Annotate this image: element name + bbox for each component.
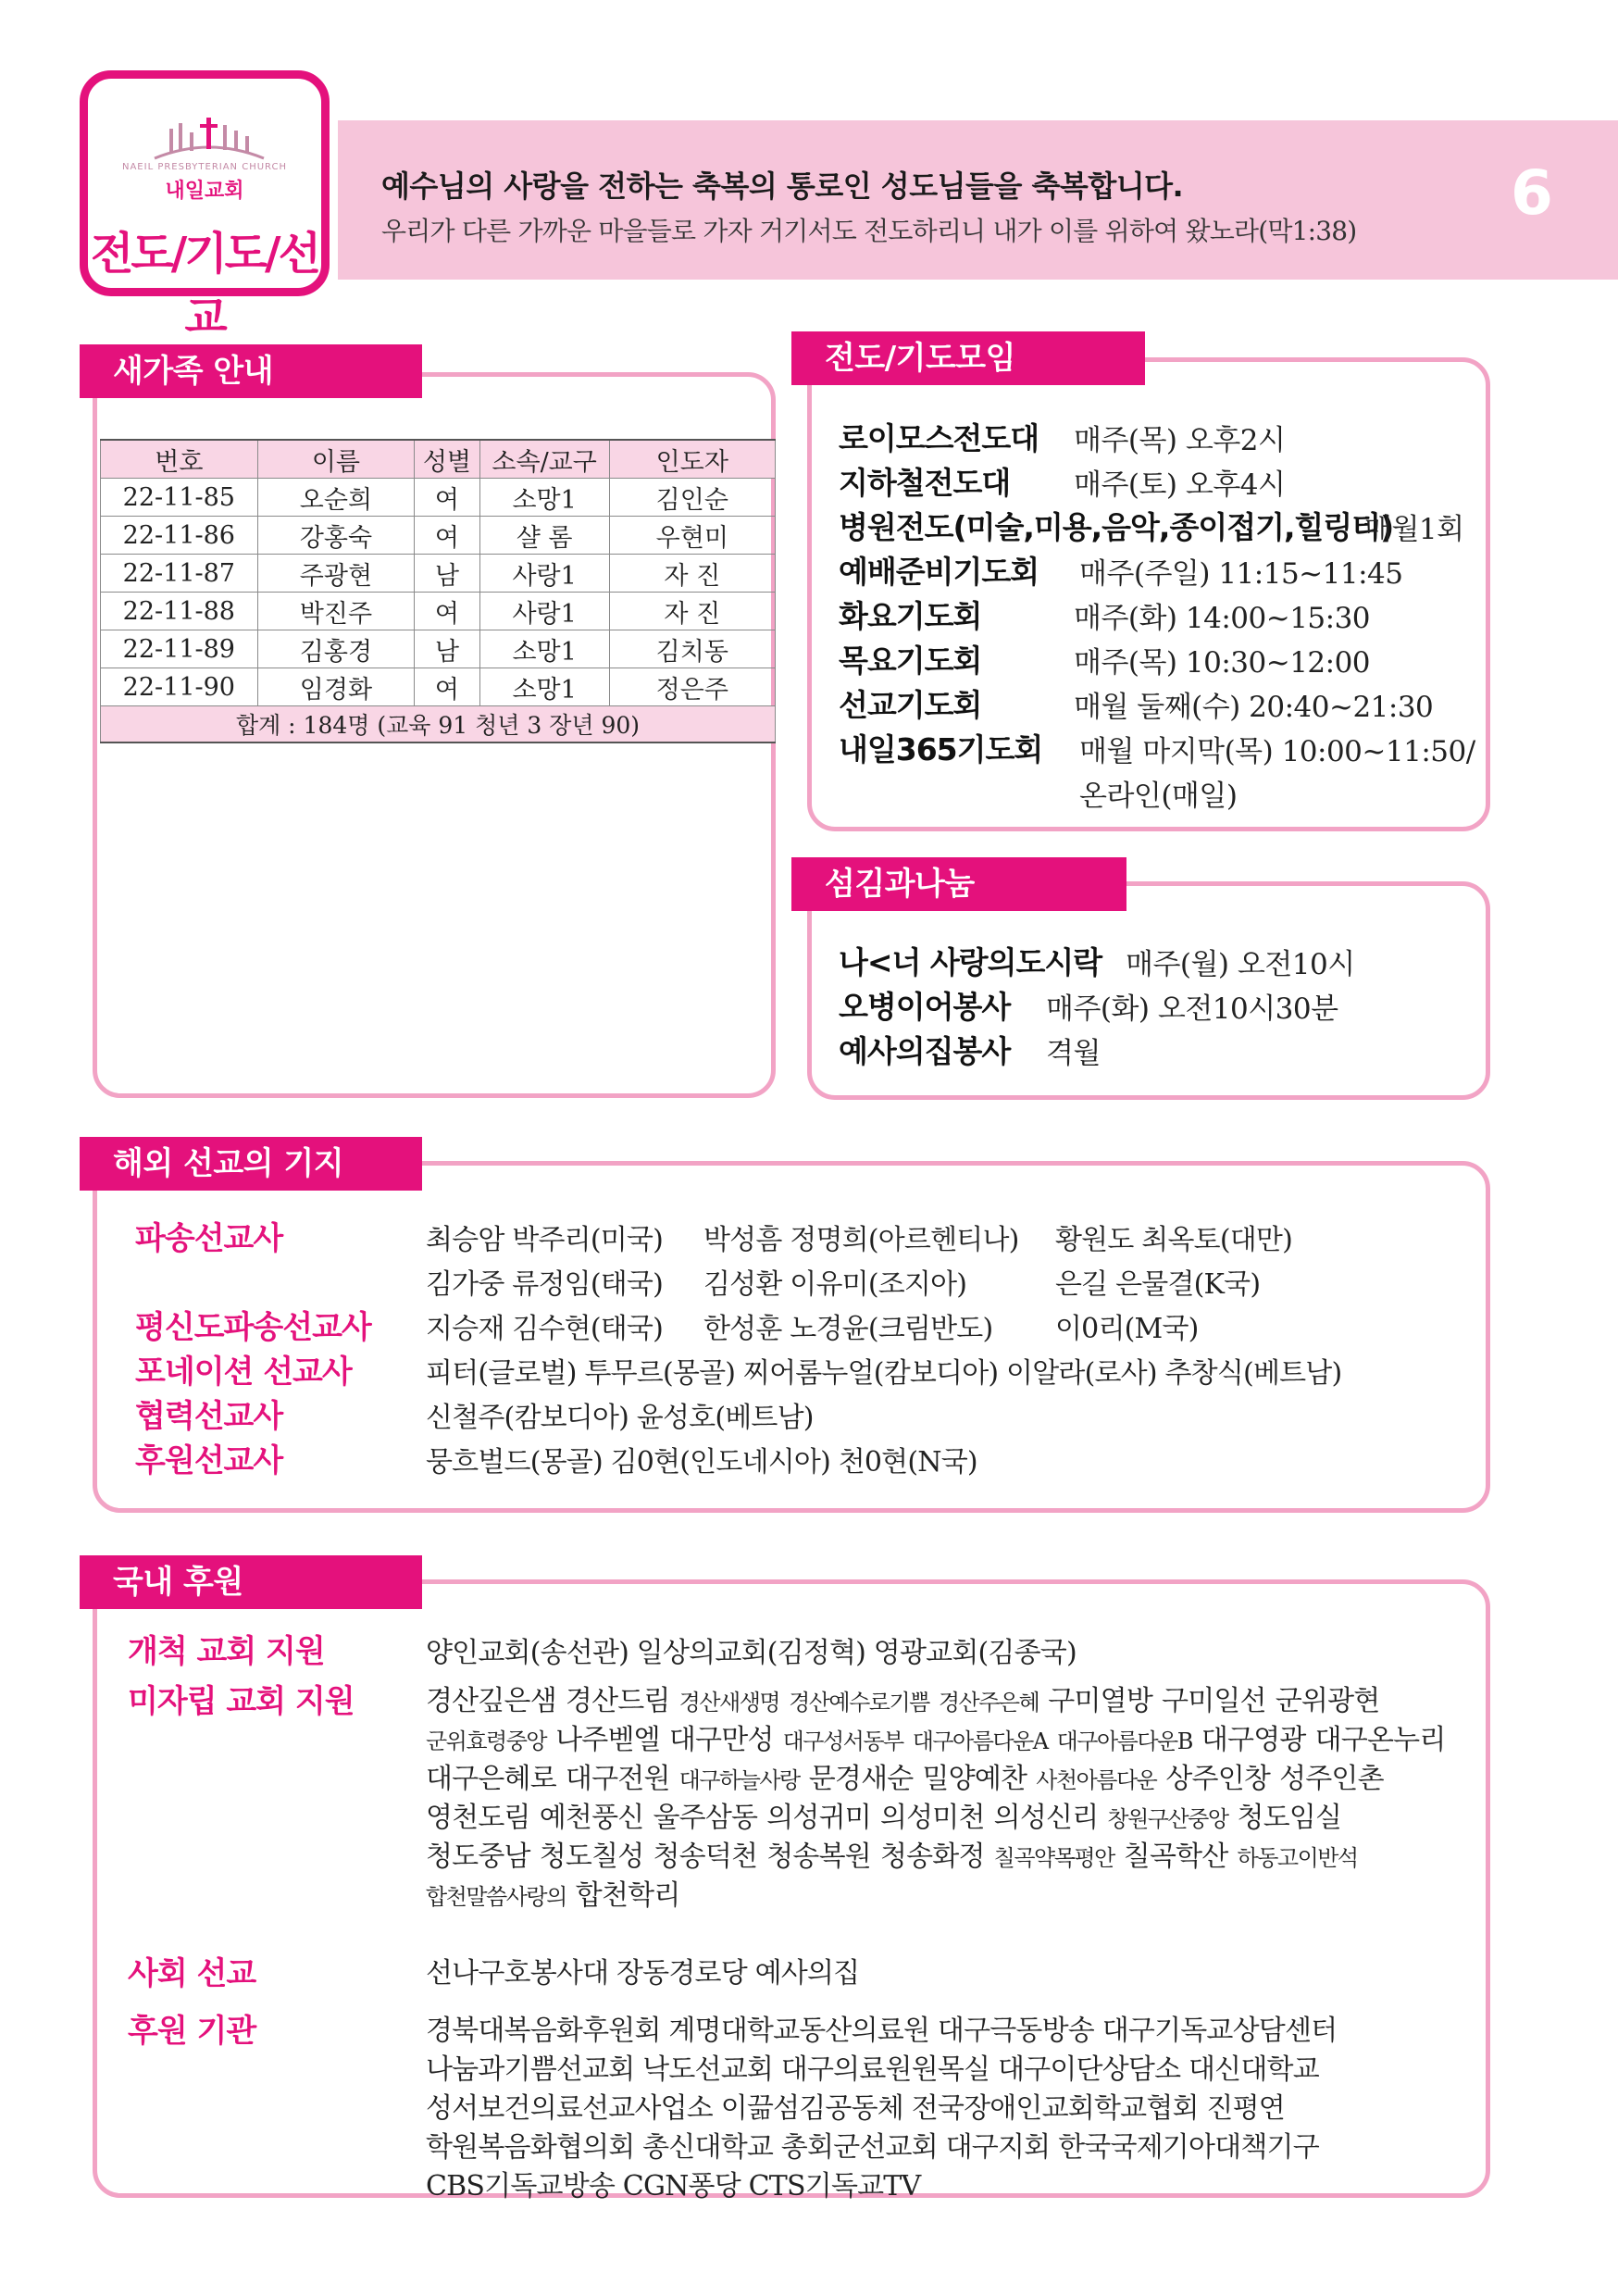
table-cell: 주광현 [257, 555, 414, 593]
table-cell: 22-11-86 [101, 517, 258, 555]
table-cell: 김홍경 [257, 630, 414, 668]
table-cell: 여 [415, 517, 480, 555]
mission-category-label: 평신도파송선교사 [135, 1309, 371, 1346]
church-name: 경산새생명 [678, 1690, 780, 1716]
domestic-tab: 국내 후원 [80, 1555, 422, 1609]
church-name: 대구하늘사랑 [678, 1767, 800, 1793]
table-cell: 자 진 [609, 593, 775, 630]
missionary-entry: 최승암 박주리(미국) [426, 1224, 663, 1256]
small-church-row [426, 1678, 1388, 1718]
logo-name: 내일교회 [165, 180, 244, 203]
prayer-value: 매주(목) 10:30~12:00 [1074, 646, 1371, 680]
mission-category-label: 포네이션 선교사 [135, 1354, 352, 1391]
table-cell: 사랑1 [479, 555, 609, 593]
mission-category-label: 협력선교사 [135, 1398, 283, 1435]
logo-box [80, 70, 330, 343]
pioneer-church-text: 양인교회(송선관) 일상의교회(김정혁) 영광교회(김종국) [426, 1637, 1077, 1669]
summary-cell: 합계 : 184명 (교육 91 청년 3 장년 90) [101, 706, 776, 743]
small-church-row [426, 1794, 1350, 1835]
prayer-value: 매월1회 [1364, 513, 1464, 546]
missionary-entry: 신철주(캄보디아) 윤성호(베트남) [426, 1402, 814, 1434]
logo-subtitle: NAEIL PRESBYTERIAN CHURCH [121, 162, 287, 172]
church-name: 청도중남 [426, 1841, 530, 1873]
bible-verse: 우리가 다른 가까운 마을들로 가자 거기서도 전도하리니 내가 이를 위하여 왔노라(막1:38) [381, 216, 1357, 246]
missionary-entry: 지승재 김수현(태국) [426, 1313, 663, 1345]
support-org-line: 학원복음화협의회 총신대학교 총회군선교회 대구지회 한국국제기아대책기구 [426, 2131, 1319, 2164]
support-org-label: 후원 기관 [128, 2013, 256, 2050]
table-cell: 22-11-90 [101, 668, 258, 706]
pioneer-church-label: 개척 교회 지원 [128, 1633, 325, 1670]
church-name: 의성귀미 [766, 1802, 871, 1834]
table-cell: 자 진 [609, 555, 775, 593]
table-row [101, 630, 776, 668]
prayer-label: 목요기도회 [839, 643, 982, 679]
prayer-value: 매주(화) 14:00~15:30 [1074, 602, 1371, 635]
support-org-line: 성서보건의료선교사업소 이끎섬김공동체 전국장애인교회학교협회 진평연 [426, 2092, 1285, 2125]
church-name: 성주인촌 [1279, 1763, 1384, 1795]
column-header: 성별 [415, 440, 480, 479]
table-cell: 22-11-85 [101, 479, 258, 517]
prayer-label: 지하철전도대 [839, 465, 1011, 501]
church-name: 대구은혜로 [426, 1763, 556, 1795]
serving-label: 나<너 사랑의도시락 [839, 944, 1102, 980]
church-name: 청송복원 [766, 1841, 871, 1873]
small-church-row [426, 1872, 690, 1913]
table-cell: 소망1 [479, 668, 609, 706]
church-name: 경산예수로기쁨 [789, 1690, 929, 1716]
church-name: 대구성서동부 [782, 1728, 903, 1754]
headline: 예수님의 사랑을 전하는 축복의 통로인 성도님들을 축복합니다. [381, 168, 1184, 204]
church-name: 대구아름다운B [1056, 1728, 1192, 1754]
table-cell: 김인순 [609, 479, 775, 517]
church-name: 상주인창 [1165, 1763, 1271, 1795]
church-name: 청송화정 [879, 1841, 985, 1873]
prayer-value: 매주(토) 오후4시 [1074, 468, 1286, 502]
missionary-entry: 김성환 이유미(조지아) [703, 1268, 967, 1301]
church-name: 울주삼동 [653, 1802, 758, 1834]
serving-label: 예사의집봉사 [839, 1033, 1011, 1069]
prayer-label: 화요기도회 [839, 598, 982, 634]
summary-row [101, 706, 776, 743]
church-name: 대구영광 [1201, 1724, 1306, 1756]
prayer-value: 매월 마지막(목) 10:00~11:50/ [1079, 735, 1475, 768]
small-church-label: 미자립 교회 지원 [128, 1683, 355, 1720]
church-name: 합천말씀사랑의 [426, 1884, 566, 1910]
support-org-line: 경북대복음화후원회 계명대학교동산의료원 대구극동방송 대구기독교상담센터 [426, 2015, 1338, 2047]
table-cell: 오순희 [257, 479, 414, 517]
table-cell: 여 [415, 479, 480, 517]
section-title: 전도/기도/선교 [91, 228, 318, 343]
table-cell: 22-11-87 [101, 555, 258, 593]
table-cell: 사랑1 [479, 593, 609, 630]
page-number: 6 [1511, 157, 1553, 229]
table-row [101, 555, 776, 593]
church-name: 경산드림 [565, 1685, 670, 1717]
prayer-label: 선교기도회 [839, 687, 982, 723]
missionary-entry: 은길 은물결(K국) [1055, 1268, 1261, 1301]
prayer-tab: 전도/기도모임 [791, 331, 1145, 385]
church-name: 의성신리 [993, 1802, 1099, 1834]
serving-value: 격월 [1046, 1037, 1101, 1070]
church-name: 구미일선 [1162, 1685, 1266, 1717]
church-name: 대구만성 [668, 1724, 774, 1756]
church-name: 칠곡약목평안 [993, 1845, 1114, 1871]
church-name: 대구아름다운A [912, 1728, 1048, 1754]
table-cell: 여 [415, 668, 480, 706]
church-name: 청도칠성 [539, 1841, 644, 1873]
serving-label: 오병이어봉사 [839, 989, 1011, 1025]
table-cell: 소망1 [479, 479, 609, 517]
missionary-entry: 박성흠 정명희(아르헨티나) [703, 1224, 1019, 1256]
table-cell: 소망1 [479, 630, 609, 668]
church-name: 창원구산중앙 [1107, 1806, 1228, 1832]
mission-category-label: 파송선교사 [135, 1220, 283, 1257]
column-header: 번호 [101, 440, 258, 479]
table-cell: 임경화 [257, 668, 414, 706]
prayer-label: 내일365기도회 [839, 731, 1043, 767]
church-name: 사천아름다운 [1036, 1767, 1157, 1793]
missionary-entry: 피터(글로벌) 투무르(몽골) 찌어롬누얼(캄보디아) 이알라(로사) 추창식(베트남) [426, 1357, 1342, 1390]
church-name: 청송덕천 [653, 1841, 758, 1873]
missionary-entry: 한성훈 노경윤(크림반도) [703, 1313, 993, 1345]
prayer-label: 병원전도(미술,미용,음악,종이접기,힐링티) [839, 509, 1394, 545]
social-mission-text: 선나구호봉사대 장동경로당 예사의집 [426, 1957, 860, 1990]
small-church-row [426, 1833, 1367, 1874]
new-family-tab: 새가족 안내 [80, 344, 422, 398]
church-name: 경산깊은샘 [426, 1685, 556, 1717]
serving-tab: 섬김과나눔 [791, 857, 1126, 911]
church-name: 대구온누리 [1314, 1724, 1446, 1756]
table-cell: 샬 롬 [479, 517, 609, 555]
church-name: 의성미천 [879, 1802, 985, 1834]
prayer-value: 매월 둘째(수) 20:40~21:30 [1074, 691, 1434, 724]
column-header: 소속/교구 [479, 440, 609, 479]
prayer-value-cont: 온라인(매일) [1079, 780, 1238, 813]
prayer-value: 매주(목) 오후2시 [1074, 424, 1286, 457]
missionary-entry: 김가중 류정임(태국) [426, 1268, 663, 1301]
serving-value: 매주(월) 오전10시 [1126, 948, 1355, 981]
table-row [101, 517, 776, 555]
church-name: 경산주은혜 [938, 1690, 1039, 1716]
mission-category-label: 후원선교사 [135, 1442, 283, 1479]
overseas-tab: 해외 선교의 기지 [80, 1137, 422, 1191]
church-name: 청도임실 [1237, 1802, 1342, 1834]
social-mission-label: 사회 선교 [128, 1955, 256, 1992]
missionary-entry: 황원도 최옥토(대만) [1055, 1224, 1292, 1256]
table-cell: 22-11-89 [101, 630, 258, 668]
table-cell: 여 [415, 593, 480, 630]
table-cell: 정은주 [609, 668, 775, 706]
missionary-entry: 뭉흐벌드(몽골) 김0현(인도네시아) 천0현(N국) [426, 1446, 977, 1479]
church-name: 하동고이반석 [1237, 1845, 1358, 1871]
table-row [101, 668, 776, 706]
table-row [101, 593, 776, 630]
table-cell: 김치동 [609, 630, 775, 668]
new-family-table [100, 439, 776, 743]
support-org-line: CBS기독교방송 CGN퐁당 CTS기독교TV [426, 2170, 921, 2202]
prayer-label: 로이모스전도대 [839, 420, 1039, 456]
church-name: 나주벧엘 [555, 1724, 660, 1756]
small-church-row [426, 1755, 1393, 1796]
table-cell: 박진주 [257, 593, 414, 630]
table-row [101, 479, 776, 517]
church-name: 합천학리 [575, 1879, 680, 1912]
missionary-entry: 이0리(M국) [1055, 1313, 1199, 1345]
table-cell: 남 [415, 630, 480, 668]
church-name: 문경새순 [808, 1763, 914, 1795]
church-name: 군위광현 [1275, 1685, 1380, 1717]
column-header: 인도자 [609, 440, 775, 479]
table-cell: 우현미 [609, 517, 775, 555]
church-name: 예천풍신 [539, 1802, 644, 1834]
table-cell: 22-11-88 [101, 593, 258, 630]
church-name: 구미열방 [1048, 1685, 1153, 1717]
support-org-line: 나눔과기쁨선교회 낙도선교회 대구의료원원목실 대구이단상담소 대신대학교 [426, 2053, 1319, 2086]
church-name: 칠곡학산 [1123, 1841, 1228, 1873]
church-logo-icon [149, 112, 269, 164]
prayer-label: 예배준비기도회 [839, 554, 1039, 590]
church-name: 군위효령중앙 [426, 1728, 547, 1754]
column-header: 이름 [257, 440, 414, 479]
serving-value: 매주(화) 오전10시30분 [1046, 992, 1338, 1026]
table-header-row [101, 440, 776, 479]
prayer-value: 매주(주일) 11:15~11:45 [1079, 557, 1403, 591]
small-church-row [426, 1716, 1455, 1757]
church-name: 대구전원 [565, 1763, 670, 1795]
church-name: 밀양예찬 [922, 1763, 1027, 1795]
table-cell: 강홍숙 [257, 517, 414, 555]
church-name: 영천도림 [426, 1802, 530, 1834]
table-cell: 남 [415, 555, 480, 593]
